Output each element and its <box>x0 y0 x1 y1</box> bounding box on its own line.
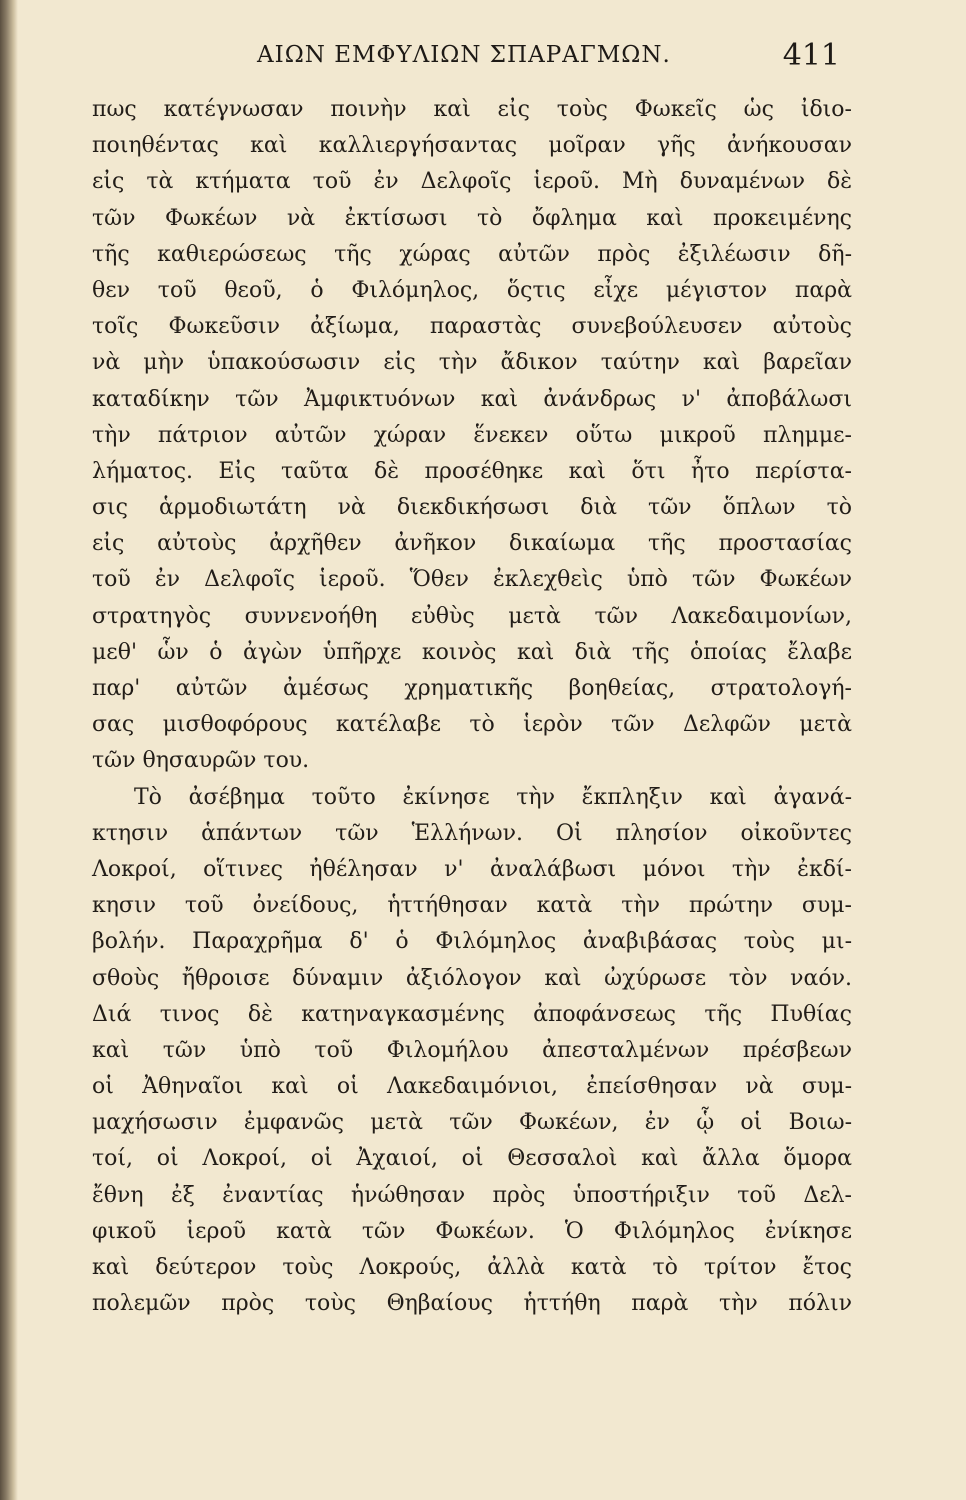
text-line: καὶ τῶν ὑπὸ τοῦ Φιλομήλου ἀπεσταλμένων πρέσβεων <box>92 1037 852 1063</box>
text-line: στρατηγὸς συννενοήθη εὐθὺς μετὰ τῶν Λακεδαιμονίων, <box>92 603 852 629</box>
page-header <box>90 38 840 78</box>
text-line: πολεμῶν πρὸς τοὺς Θηβαίους ἡττήθη παρὰ τὴν πόλιν <box>92 1291 852 1317</box>
text-line: τὴν πάτριον αὐτῶν χώραν ἕνεκεν οὕτω μικροῦ πλημμε- <box>92 422 852 448</box>
text-line: τῆς καθιερώσεως τῆς χώρας αὐτῶν πρὸς ἐξιλέωσιν δῆ- <box>92 241 852 267</box>
text-line: Λοκροί, οἵτινες ἠθέλησαν ν' ἀναλάβωσι μόνοι τὴν ἐκδί- <box>92 856 852 882</box>
page-number: 411 <box>782 38 840 73</box>
text-line: σας μισθοφόρους κατέλαβε τὸ ἱερὸν τῶν Δελφῶν μετὰ <box>92 712 852 738</box>
text-line: ποιηθέντας καὶ καλλιεργήσαντας μοῖραν γῆς ἀνήκουσαν <box>92 133 852 159</box>
text-line: πως κατέγνωσαν ποινὴν καὶ εἰς τοὺς Φωκεῖς ὡς ἰδιο- <box>92 97 852 122</box>
paragraph-first-line: Τὸ ἀσέβημα τοῦτο ἐκίνησε τὴν ἔκπληξιν καὶ ἀγανά- <box>134 784 852 810</box>
text-line: τοί, οἱ Λοκροί, οἱ Ἀχαιοί, οἱ Θεσσαλοὶ καὶ ἄλλα ὅμορα <box>92 1146 852 1172</box>
text-line: καταδίκην τῶν Ἀμφικτυόνων καὶ ἀνάνδρως ν' ἀποβάλωσι <box>92 386 852 412</box>
text-line: κτησιν ἁπάντων τῶν Ἑλλήνων. Οἱ πλησίον οἰκοῦντες <box>92 820 852 846</box>
text-line: τοῖς Φωκεῦσιν ἀξίωμα, παραστὰς συνεβούλευσεν αὐτοὺς <box>92 314 852 340</box>
text-line: ἔθνη ἐξ ἐναντίας ἡνώθησαν πρὸς ὑποστήριξιν τοῦ Δελ- <box>92 1182 852 1208</box>
text-line: φικοῦ ἱεροῦ κατὰ τῶν Φωκέων. Ὁ Φιλόμηλος ἐνίκησε <box>92 1218 852 1244</box>
text-line: εἰς τὰ κτήματα τοῦ ἐν Δελφοῖς ἱεροῦ. Μὴ δυναμένων δὲ <box>92 169 852 195</box>
text-line: λήματος. Εἰς ταῦτα δὲ προσέθηκε καὶ ὅτι ἦτο περίστα- <box>92 458 852 484</box>
text-line: κησιν τοῦ ὀνείδους, ἡττήθησαν κατὰ τὴν πρώτην συμ- <box>92 893 852 919</box>
text-line: σις ἁρμοδιωτάτη νὰ διεκδικήσωσι διὰ τῶν ὅπλων τὸ <box>92 495 852 521</box>
text-line: τοῦ ἐν Δελφοῖς ἱεροῦ. Ὅθεν ἐκλεχθεὶς ὑπὸ τῶν Φωκέων <box>92 567 852 593</box>
text-line: μαχήσωσιν ἐμφανῶς μετὰ τῶν Φωκέων, ἐν ᾧ οἱ Βοιω- <box>92 1110 852 1136</box>
text-line: παρ' αὐτῶν ἀμέσως χρηματικῆς βοηθείας, στρατολογή- <box>92 676 852 701</box>
text-line: σθοὺς ἤθροισε δύναμιν ἀξιόλογον καὶ ὠχύρωσε τὸν ναόν. <box>92 965 852 991</box>
text-line: τῶν Φωκέων νὰ ἐκτίσωσι τὸ ὄφλημα καὶ προκειμένης <box>92 205 852 231</box>
body-text <box>92 92 852 1322</box>
text-line: Διά τινος δὲ κατηναγκασμένης ἀποφάνσεως τῆς Πυθίας <box>92 1001 852 1027</box>
page-gutter-shadow <box>0 0 18 1500</box>
text-line: εἰς αὐτοὺς ἀρχῆθεν ἀνῆκον δικαίωμα τῆς προστασίας <box>92 531 852 557</box>
text-line: θεν τοῦ θεοῦ, ὁ Φιλόμηλος, ὅςτις εἶχε μέγιστον παρὰ <box>92 277 852 303</box>
text-line: βολήν. Παραχρῆμα δ' ὁ Φιλόμηλος ἀναβιβάσας τοὺς μι- <box>92 929 852 955</box>
text-line: νὰ μὴν ὑπακούσωσιν εἰς τὴν ἄδικον ταύτην καὶ βαρεῖαν <box>92 350 852 376</box>
text-line: καὶ δεύτερον τοὺς Λοκρούς, ἀλλὰ κατὰ τὸ τρίτον ἔτος <box>92 1255 852 1280</box>
text-line: οἱ Ἀθηναῖοι καὶ οἱ Λακεδαιμόνιοι, ἐπείσθησαν νὰ συμ- <box>92 1074 852 1100</box>
text-line: μεθ' ὧν ὁ ἀγὼν ὑπῆρχε κοινὸς καὶ διὰ τῆς ὁποίας ἔλαβε <box>92 639 852 665</box>
running-title: ΑΙΩΝ ΕΜΦΥΛΙΩΝ ΣΠΑΡΑΓΜΩΝ. <box>257 42 671 68</box>
paragraph-last-line: τῶν θησαυρῶν του. <box>92 748 310 774</box>
